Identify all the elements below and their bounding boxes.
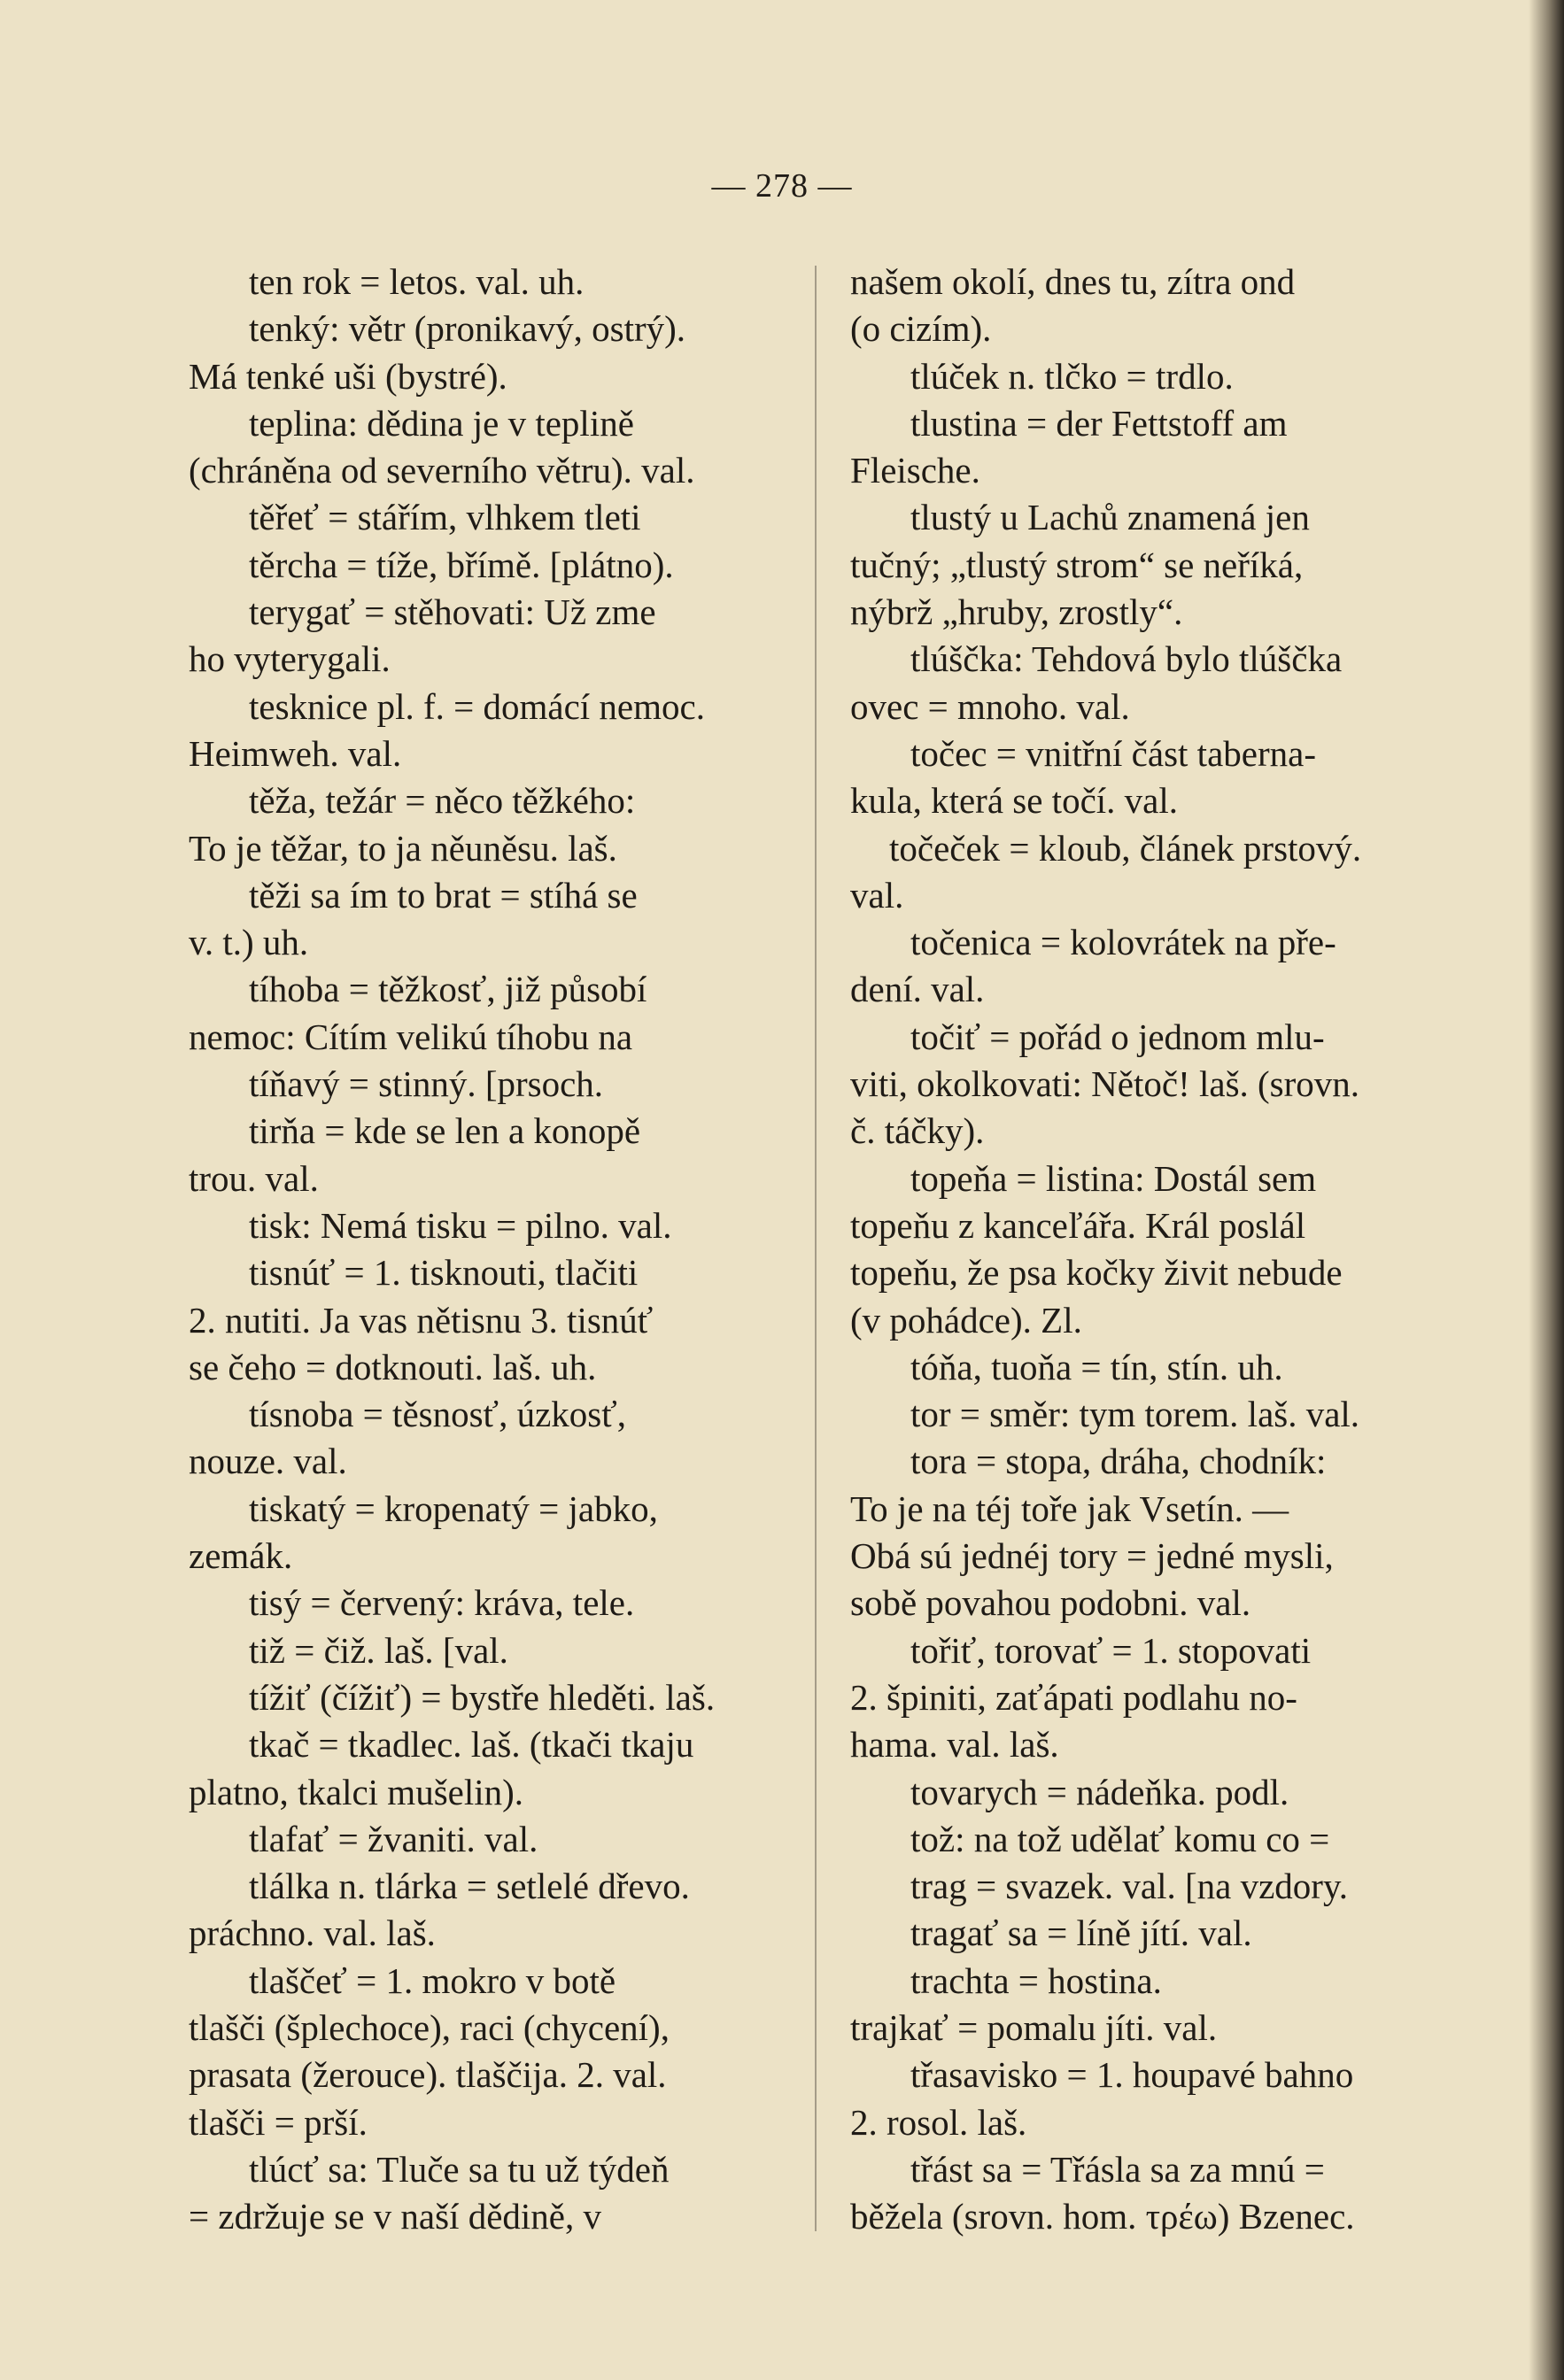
left-column [189, 259, 764, 2240]
right-column-line: tož: na tož udělať komu co = [910, 1818, 1330, 1859]
right-column-line: trajkať = pomalu jíti. val. [850, 2006, 1218, 2048]
left-column-line: = zdržuje se v naší dědině, v [189, 2196, 601, 2237]
right-column-line: točeček = kloub, článek prstový. [889, 827, 1362, 869]
right-column-line: třasavisko = 1. houpavé bahno [910, 2054, 1354, 2096]
left-column-line: platno, tkalci mušelin). [189, 1771, 524, 1812]
left-column-line: ten rok = letos. val. uh. [249, 261, 585, 302]
left-column-line: tlašči (šplechoce), raci (chycení), [189, 2006, 670, 2048]
left-column-line: tiž = čiž. laš. [val. [249, 1629, 508, 1671]
left-column-line: tlašči = prší. [189, 2101, 368, 2143]
right-column-line: val. [850, 874, 904, 916]
right-column-line: ovec = mnoho. val. [850, 685, 1130, 727]
right-column-line: topeňa = listina: Dostál sem [910, 1157, 1317, 1199]
left-column-line: se čeho = dotknouti. laš. uh. [189, 1346, 597, 1387]
right-column-line: tora = stopa, dráha, chodník: [910, 1441, 1327, 1482]
page-number: — 278 — [711, 167, 853, 205]
left-column-line: tlálka n. tlárka = setlelé dřevo. [249, 1866, 690, 1907]
right-column-line: (v pohádce). Zl. [850, 1299, 1082, 1341]
left-column-line: tísnoba = těsnosť, úzkosť, [249, 1394, 626, 1435]
page-edge-shadow [1529, 0, 1564, 2380]
right-column-line: topeňu z kanceľářa. Král poslál [850, 1204, 1306, 1246]
left-column-line: tisnúť = 1. tisknouti, tlačiti [249, 1252, 639, 1294]
left-column-line: tirňa = kde se len a konopě [249, 1110, 641, 1152]
left-column-line: Heimweh. val. [189, 732, 402, 774]
left-column-line: tlafať = žvaniti. val. [249, 1818, 538, 1859]
left-column-line: tíňavý = stinný. [prsoch. [249, 1063, 604, 1105]
left-column-line: 2. nutiti. Ja vas nětisnu 3. tisnúť [189, 1299, 654, 1341]
left-column-line: terygať = stěhovati: Už zme [249, 591, 656, 633]
right-column-line: nýbrž „hruby, zrostly“. [850, 591, 1183, 633]
right-column-line: dení. val. [850, 969, 985, 1010]
left-column-line: nouze. val. [189, 1441, 347, 1482]
right-column-line: To je na téj toře jak Vsetín. — [850, 1488, 1289, 1529]
right-column-line: 2. špiniti, zaťápati podlahu no- [850, 1676, 1297, 1718]
left-column-line: nemoc: Cítím velikú tíhobu na [189, 1016, 633, 1057]
right-column-line: trachta = hostina. [910, 1959, 1162, 2001]
right-column-line: tóňa, tuoňa = tín, stín. uh. [910, 1346, 1283, 1387]
left-column-line: tesknice pl. f. = domácí nemoc. [249, 685, 705, 727]
left-column-line: tlaščeť = 1. mokro v botě [249, 1959, 616, 2001]
left-column-line: Má tenké uši (bystré). [189, 355, 507, 397]
right-column-line: č. táčky). [850, 1110, 985, 1152]
right-column-line: tlustina = der Fettstoff am [910, 402, 1288, 444]
left-column-line: tížiť (čížiť) = bystře hleděti. laš. [249, 1676, 716, 1718]
left-column-line: trou. val. [189, 1157, 319, 1199]
left-column-line: těrcha = tíže, břímě. [plátno). [249, 544, 674, 585]
left-column-line: zemák. [189, 1535, 293, 1577]
left-column-line: v. t.) uh. [189, 922, 309, 963]
left-column-line: (chráněna od severního větru). val. [189, 450, 695, 491]
right-column-line: topeňu, že psa kočky živit nebude [850, 1252, 1343, 1294]
right-column-line: běžela (srovn. hom. τρέω) Bzenec. [850, 2196, 1355, 2237]
right-column-line: tlúščka: Tehdová bylo tlúščka [910, 638, 1343, 680]
right-column-line: kula, která se točí. val. [850, 780, 1179, 822]
right-column-line: viti, okolkovati: Nětoč! laš. (srovn. [850, 1063, 1360, 1105]
right-column-line: (o cizím). [850, 308, 992, 350]
right-column-line: tovarych = nádeňka. podl. [910, 1771, 1289, 1812]
right-column-line: točiť = pořád o jednom mlu- [910, 1016, 1325, 1057]
right-column-line: 2. rosol. laš. [850, 2101, 1027, 2143]
right-column-line: tučný; „tlustý strom“ se neříká, [850, 544, 1304, 585]
right-column-line: tlustý u Lachů znamená jen [910, 497, 1310, 538]
right-column-line: hama. val. laš. [850, 1724, 1059, 1766]
right-column [850, 259, 1421, 2240]
left-column-line: tíhoba = těžkosť, již působí [249, 969, 647, 1010]
right-column-line: trag = svazek. val. [na vzdory. [910, 1866, 1349, 1907]
left-column-line: tiskatý = kropenatý = jabko, [249, 1488, 658, 1529]
right-column-line: tragať sa = líně jítí. val. [910, 1912, 1252, 1954]
left-column-line: ho vyterygali. [189, 638, 391, 680]
right-column-line: tlúček n. tlčko = trdlo. [910, 355, 1234, 397]
column-divider [815, 266, 817, 2231]
left-column-line: tenký: větr (pronikavý, ostrý). [249, 308, 686, 350]
left-column-line: teplina: dědina je v teplině [249, 402, 634, 444]
right-column-line: tořiť, torovať = 1. stopovati [910, 1629, 1312, 1671]
right-column-line: sobě povahou podobni. val. [850, 1582, 1251, 1624]
left-column-line: prasata (žerouce). tlaščija. 2. val. [189, 2054, 667, 2096]
left-column-line: tisý = červený: kráva, tele. [249, 1582, 635, 1624]
right-column-line: točenica = kolovrátek na pře- [910, 922, 1336, 963]
right-column-line: Obá sú jednéj tory = jedné mysli, [850, 1535, 1334, 1577]
left-column-line: těřeť = stářím, vlhkem tleti [249, 497, 641, 538]
left-column-line: tlúcť sa: Tluče sa tu už týdeň [249, 2148, 670, 2190]
right-column-line: našem okolí, dnes tu, zítra ond [850, 261, 1296, 302]
left-column-line: těži sa ím to brat = stíhá se [249, 874, 638, 916]
right-column-line: tor = směr: tym torem. laš. val. [910, 1394, 1360, 1435]
right-column-line: Fleische. [850, 450, 980, 491]
left-column-line: práchno. val. laš. [189, 1912, 436, 1954]
left-column-line: tkač = tkadlec. laš. (tkači tkaju [249, 1724, 694, 1766]
left-column-line: tisk: Nemá tisku = pilno. val. [249, 1204, 672, 1246]
left-column-line: To je těžar, to ja něuněsu. laš. [189, 827, 617, 869]
right-column-line: třást sa = Třásla sa za mnú = [910, 2148, 1325, 2190]
left-column-line: těža, težár = něco těžkého: [249, 780, 636, 822]
right-column-line: točec = vnitřní část taberna- [910, 732, 1316, 774]
